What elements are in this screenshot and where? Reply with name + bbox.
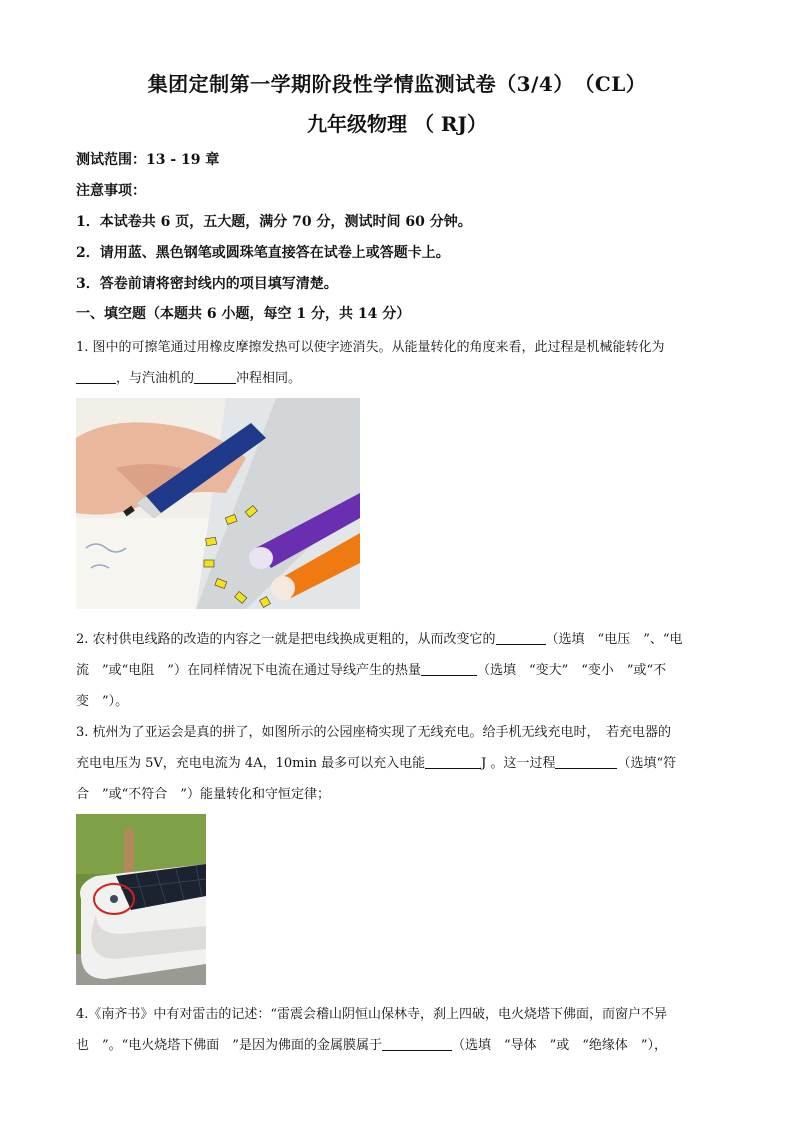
answer-blank[interactable] <box>425 754 481 769</box>
eraser-pen-photo <box>76 398 360 609</box>
page-subtitle: 九年级物理 （ RJ） <box>306 112 487 136</box>
q2-line1: 2. 农村供电线路的改造的内容之一就是把电线换成更粗的，从而改变它的 （选填 “电压 ”、“电 <box>76 632 683 647</box>
answer-blank[interactable] <box>76 369 116 384</box>
note-3: 3．答卷前请将密封线内的项目填写清楚。 <box>76 276 338 292</box>
section-heading: 一、填空题（本题共 6 小题，每空 1 分，共 14 分） <box>76 306 411 322</box>
answer-blank[interactable] <box>421 661 477 676</box>
q3-line1: 3. 杭州为了亚运会是真的拼了，如图所示的公园座椅实现了无线充电。给手机无线充电时， 若充电器的 <box>76 725 672 740</box>
test-scope: 测试范围：13 - 19 章 <box>76 152 220 168</box>
q4-line1: 4.《南齐书》中有对雷击的记述：“雷震会稽山阴恒山保林寺，刹上四破，电火烧塔下佛面，而窗户不异 <box>76 1007 668 1022</box>
answer-blank[interactable] <box>555 754 617 769</box>
solar-bench-photo <box>76 814 206 985</box>
answer-blank[interactable] <box>194 369 236 384</box>
q3-line3: 合 ”或“不符合 ”）能量转化和守恒定律； <box>76 787 330 802</box>
q2-line2: 流 ”或“电阻 ”）在同样情况下电流在通过导线产生的热量 （选填 “变大” “变小 ”或“不 <box>76 663 667 678</box>
q4-line2: 也 ”。“电火烧塔下佛面 ”是因为佛面的金属膜属于 （选填 “导体 ”或 “绝缘体 ”）， <box>76 1038 668 1053</box>
q1-line2: ，与汽油机的 冲程相同。 <box>76 367 301 386</box>
q2-line3: 变 ”）。 <box>76 694 129 709</box>
q3-line2: 充电电压为 5V，充电电流为 4A，10min 最多可以充入电能 J 。这一过程 （选填“符 <box>76 756 677 771</box>
notice-title: 注意事项： <box>76 183 146 199</box>
q1-line1: 1. 图中的可擦笔通过用橡皮摩擦发热可以使字迹消失。从能量转化的角度来看，此过程是机械能转化为 <box>76 340 665 355</box>
note-2: 2．请用蓝、黑色钢笔或圆珠笔直接答在试卷上或答题卡上。 <box>76 245 450 261</box>
answer-blank[interactable] <box>496 630 546 645</box>
page-title: 集团定制第一学期阶段性学情监测试卷（3/4） （CL） <box>147 72 647 96</box>
answer-blank[interactable] <box>382 1036 452 1051</box>
note-1: 1．本试卷共 6 页，五大题，满分 70 分，测试时间 60 分钟。 <box>76 214 472 230</box>
